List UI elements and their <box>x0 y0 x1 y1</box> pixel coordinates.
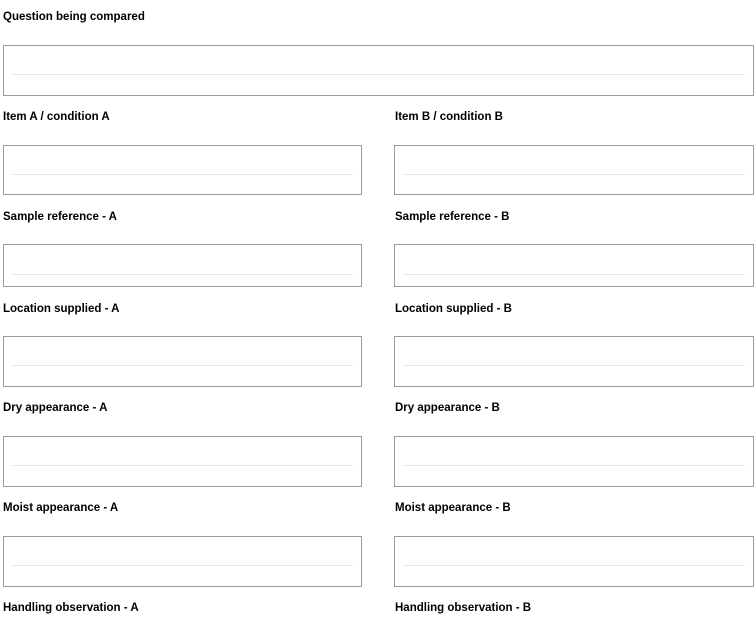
moist-appearance-a-label: Moist appearance - A <box>3 502 119 514</box>
item-a-label: Item A / condition A <box>3 111 110 123</box>
handling-observation-b-label: Handling observation - B <box>395 602 532 614</box>
writing-line <box>12 565 353 566</box>
question-field[interactable] <box>3 45 754 96</box>
location-supplied-b-label: Location supplied - B <box>395 303 512 315</box>
handling-observation-a-label: Handling observation - A <box>3 602 139 614</box>
moist-appearance-b-label: Moist appearance - B <box>395 502 511 514</box>
moist-appearance-a-field[interactable] <box>3 536 362 587</box>
writing-line <box>403 465 745 466</box>
moist-appearance-b-field[interactable] <box>394 536 754 587</box>
sample-reference-a-field[interactable] <box>3 244 362 287</box>
item-a-field[interactable] <box>3 145 362 195</box>
dry-appearance-b-label: Dry appearance - B <box>395 402 500 414</box>
item-b-label: Item B / condition B <box>395 111 503 123</box>
location-supplied-a-label: Location supplied - A <box>3 303 120 315</box>
question-label: Question being compared <box>3 11 145 23</box>
dry-appearance-a-field[interactable] <box>3 436 362 487</box>
writing-line <box>403 365 745 366</box>
writing-line <box>403 565 745 566</box>
sample-reference-b-label: Sample reference - B <box>395 211 510 223</box>
dry-appearance-b-field[interactable] <box>394 436 754 487</box>
location-supplied-b-field[interactable] <box>394 336 754 387</box>
sample-reference-a-label: Sample reference - A <box>3 211 117 223</box>
writing-line <box>12 74 745 75</box>
sample-reference-b-field[interactable] <box>394 244 754 287</box>
location-supplied-a-field[interactable] <box>3 336 362 387</box>
writing-line <box>12 274 353 275</box>
writing-line <box>12 465 353 466</box>
writing-line <box>403 274 745 275</box>
writing-line <box>403 174 745 175</box>
dry-appearance-a-label: Dry appearance - A <box>3 402 108 414</box>
writing-line <box>12 174 353 175</box>
writing-line <box>12 365 353 366</box>
item-b-field[interactable] <box>394 145 754 195</box>
